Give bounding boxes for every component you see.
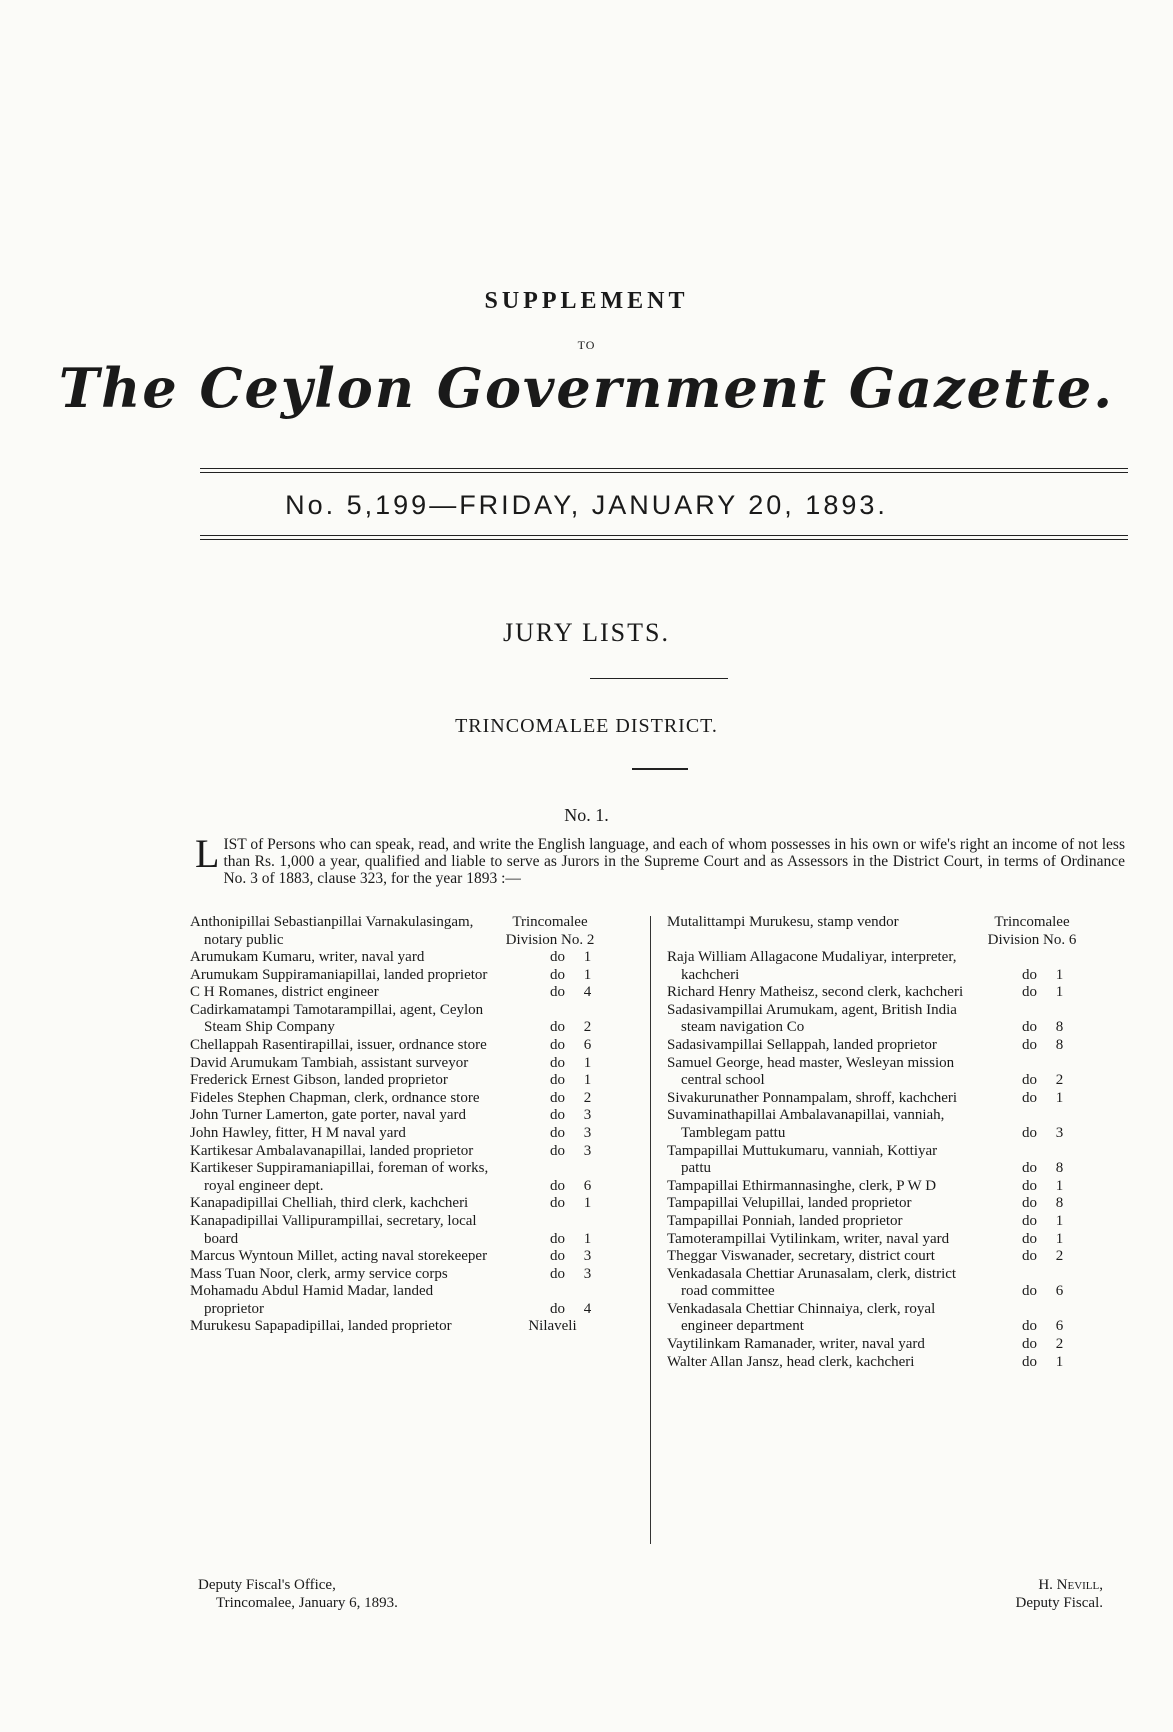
- list-item: [190, 1213, 630, 1248]
- division-number: 3: [583, 1265, 592, 1282]
- juror-name: Tampapillai Ethirmannasinghe, clerk, P W D: [667, 1177, 937, 1194]
- division-number: 1: [1055, 1089, 1064, 1106]
- juror-name: Sadasivampillai Sellappah, landed proprietor: [667, 1036, 937, 1053]
- column-head: [667, 914, 1107, 949]
- juror-name: Kanapadipillai Vallipurampillai, secretary, local board: [190, 1212, 477, 1247]
- division-number: 8: [1055, 1019, 1064, 1036]
- place-heading: [972, 914, 1092, 949]
- division-cell: [967, 1336, 1107, 1354]
- list-item: [667, 1002, 1107, 1037]
- division-cell: [967, 967, 1107, 985]
- jury-column-right: [667, 914, 1107, 1371]
- list-item: [667, 1090, 1107, 1108]
- division-number: 1: [583, 949, 592, 965]
- header-rule-bottom: [200, 535, 1128, 536]
- ditto-mark: do: [550, 1107, 565, 1124]
- division-cell: [967, 1178, 1107, 1196]
- juror-name: Vaytilinkam Ramanader, writer, naval yard: [667, 1336, 925, 1353]
- division-number: Division No. 6: [987, 931, 1077, 948]
- division-number: 1: [583, 1072, 592, 1089]
- list-item: [190, 1072, 630, 1090]
- division-number: 1: [1055, 1353, 1064, 1370]
- ditto-mark: do: [1022, 1019, 1037, 1036]
- ditto-mark: do: [550, 1089, 565, 1106]
- division-cell: [967, 1125, 1107, 1143]
- header-rule-bottom-2: [200, 539, 1128, 540]
- jury-lists-title: JURY LISTS.: [503, 618, 670, 647]
- ditto-mark: do: [550, 949, 565, 965]
- division-number: 1: [1055, 1177, 1064, 1194]
- list-number: No. 1.: [564, 805, 609, 825]
- juror-name: Frederick Ernest Gibson, landed proprietor: [190, 1072, 448, 1089]
- division-number: 8: [1055, 1036, 1064, 1053]
- juror-name: C H Romanes, district engineer: [190, 984, 379, 1001]
- list-item: [667, 1266, 1107, 1301]
- ditto-mark: do: [1022, 1336, 1037, 1353]
- division-number: Division No. 2: [505, 931, 595, 948]
- juror-name: Venkadasala Chettiar Chinnaiya, clerk, royal engineer department: [667, 1300, 936, 1335]
- division-number: 3: [1055, 1124, 1064, 1141]
- ditto-mark: do: [1022, 966, 1037, 983]
- division-number: 2: [583, 1089, 592, 1106]
- ditto-mark: do: [1022, 1160, 1037, 1177]
- list-item: [667, 1354, 1107, 1372]
- place-name: Trincomalee: [994, 914, 1070, 930]
- list-item: [667, 1178, 1107, 1196]
- ditto-mark: do: [550, 1072, 565, 1089]
- division-number: 3: [583, 1142, 592, 1159]
- juror-name: David Arumukam Tambiah, assistant surveyor: [190, 1054, 469, 1071]
- division-number: 1: [583, 1054, 592, 1071]
- office-name: Deputy Fiscal's Office,: [198, 1577, 336, 1593]
- juror-list: [667, 949, 1107, 1371]
- ditto-mark: do: [1022, 1177, 1037, 1194]
- juror-name: Kartikeser Suppiramaniapillai, foreman of works, royal engineer dept.: [190, 1160, 489, 1194]
- division-cell: [495, 984, 630, 1002]
- juror-name: Anthonipillai Sebastianpillai Varnakulasingam, notary public: [190, 914, 474, 948]
- division-cell: [967, 1037, 1107, 1055]
- list-item: [190, 1143, 630, 1161]
- header-rule-top: [200, 468, 1128, 469]
- division-cell: [967, 1160, 1107, 1178]
- ditto-mark: do: [550, 1265, 565, 1282]
- ditto-mark: do: [550, 1124, 565, 1141]
- juror-name: John Hawley, fitter, H M naval yard: [190, 1124, 406, 1141]
- juror-name: Arumukam Suppiramaniapillai, landed proprietor: [190, 966, 488, 983]
- division-cell: [495, 1037, 630, 1055]
- division-cell: [967, 1195, 1107, 1213]
- division-number: 8: [1055, 1160, 1064, 1177]
- division-cell: [967, 1354, 1107, 1372]
- list-item: [667, 1213, 1107, 1231]
- ditto-mark: do: [1022, 1353, 1037, 1370]
- division-number: 2: [1055, 1072, 1064, 1089]
- ditto-mark: do: [1022, 1124, 1037, 1141]
- division-cell: [495, 1072, 630, 1090]
- juror-list: [190, 949, 630, 1336]
- ditto-mark: do: [550, 1054, 565, 1071]
- division-number: 6: [1055, 1318, 1064, 1335]
- list-item: [190, 1090, 630, 1108]
- division-number: 1: [1055, 984, 1064, 1001]
- division-number: 6: [583, 1036, 592, 1053]
- division-cell: [495, 1090, 630, 1108]
- division-cell: [495, 1266, 630, 1284]
- division-cell: [967, 1248, 1107, 1266]
- division-cell: [495, 949, 630, 967]
- district-divider: [632, 768, 688, 770]
- ditto-mark: do: [550, 1300, 565, 1317]
- list-item: [190, 1318, 630, 1336]
- division-number: 8: [1055, 1195, 1064, 1212]
- ditto-mark: do: [550, 1195, 565, 1212]
- list-item: [190, 1002, 630, 1037]
- division-number: 1: [1055, 1212, 1064, 1229]
- ditto-mark: do: [1022, 1212, 1037, 1229]
- juror-name: Fideles Stephen Chapman, clerk, ordnance store: [190, 1089, 480, 1106]
- ditto-mark: do: [1022, 1318, 1037, 1335]
- list-item: [190, 1283, 630, 1318]
- division-cell: [967, 1072, 1107, 1090]
- office-place-date: Trincomalee, January 6, 1893.: [216, 1595, 398, 1611]
- list-item: [190, 1037, 630, 1055]
- juror-name: Walter Allan Jansz, head clerk, kachcheri: [667, 1353, 915, 1370]
- list-item: [667, 1143, 1107, 1178]
- juror-name: Chellappah Rasentirapillai, issuer, ordnance store: [190, 1036, 487, 1053]
- division-number: 6: [583, 1177, 592, 1194]
- ditto-mark: do: [550, 1036, 565, 1053]
- ditto-mark: do: [550, 1230, 565, 1247]
- juror-name: Mutalittampi Murukesu, stamp vendor: [667, 914, 899, 930]
- intro-paragraph: [195, 831, 1125, 887]
- division-cell: [495, 1318, 630, 1336]
- division-number: 2: [583, 1019, 592, 1036]
- division-cell: [495, 1178, 630, 1196]
- list-item: [190, 949, 630, 967]
- list-item: [667, 1336, 1107, 1354]
- juror-name: Kartikesar Ambalavanapillai, landed proprietor: [190, 1142, 474, 1159]
- division-cell: [967, 984, 1107, 1002]
- list-item: [667, 1195, 1107, 1213]
- place-name: Nilaveli: [528, 1318, 577, 1335]
- intro-text: IST of Persons who can speak, read, and write the English language, and each of whom possesses in his own or wife's right an income of not less than Rs. 1,000 a year, qualified and liable to serve as Jurors in the Supreme Court and as Assessors in the District Court, in terms of Ordinance No. 3 of 1883, clause 323, for the year 1893 :—: [223, 836, 1125, 887]
- juror-name: Tampapillai Velupillai, landed proprietor: [667, 1195, 912, 1212]
- division-number: 1: [583, 1230, 592, 1247]
- title-divider: [590, 678, 728, 679]
- division-cell: [495, 967, 630, 985]
- juror-name: Murukesu Sapapadipillai, landed proprietor: [190, 1318, 452, 1335]
- jury-column-left: [190, 914, 630, 1336]
- list-item: [667, 1301, 1107, 1336]
- ditto-mark: do: [550, 984, 565, 1001]
- signatory-title: Deputy Fiscal.: [1015, 1595, 1103, 1611]
- division-cell: [495, 1107, 630, 1125]
- list-item: [190, 1266, 630, 1284]
- division-cell: [967, 1283, 1107, 1301]
- division-cell: [495, 1301, 630, 1319]
- ditto-mark: do: [550, 1248, 565, 1265]
- office-dateline: [198, 1576, 398, 1612]
- list-item: [667, 949, 1107, 984]
- place-name: Trincomalee: [512, 914, 588, 930]
- ditto-mark: do: [1022, 984, 1037, 1001]
- ditto-mark: do: [1022, 1283, 1037, 1300]
- list-item: [667, 1107, 1107, 1142]
- juror-name: Richard Henry Matheisz, second clerk, kachcheri: [667, 984, 964, 1001]
- list-item: [190, 1195, 630, 1213]
- signatory-name: H. Nevill,: [1038, 1577, 1103, 1593]
- ditto-mark: do: [1022, 1230, 1037, 1247]
- juror-name: Samuel George, head master, Wesleyan mission central school: [667, 1054, 955, 1089]
- division-cell: [495, 1143, 630, 1161]
- list-item: [667, 1037, 1107, 1055]
- list-item: [190, 1055, 630, 1073]
- ditto-mark: do: [550, 1177, 565, 1194]
- division-number: 3: [583, 1124, 592, 1141]
- place-heading: [490, 914, 610, 949]
- juror-name: Mohamadu Abdul Hamid Madar, landed proprietor: [190, 1283, 434, 1317]
- juror-name: Theggar Viswanader, secretary, district court: [667, 1248, 935, 1265]
- ditto-mark: do: [550, 1019, 565, 1036]
- juror-name: Kanapadipillai Chelliah, third clerk, kachcheri: [190, 1195, 469, 1212]
- division-cell: [967, 1213, 1107, 1231]
- ditto-mark: do: [1022, 1072, 1037, 1089]
- list-item: [667, 1248, 1107, 1266]
- division-number: 4: [583, 984, 592, 1001]
- division-number: 1: [583, 1195, 592, 1212]
- division-number: 3: [583, 1248, 592, 1265]
- division-number: 6: [1055, 1283, 1064, 1300]
- column-head: [190, 914, 630, 949]
- division-cell: [495, 1248, 630, 1266]
- juror-name: Cadirkamatampi Tamotarampillai, agent, Ceylon Steam Ship Company: [190, 1001, 484, 1036]
- ditto-mark: do: [550, 966, 565, 983]
- ditto-mark: do: [1022, 1248, 1037, 1265]
- division-cell: [967, 1090, 1107, 1108]
- list-item: [667, 1231, 1107, 1249]
- to-label: TO: [577, 338, 596, 352]
- list-item: [190, 1248, 630, 1266]
- juror-name: Suvaminathapillai Ambalavanapillai, vanniah, Tamblegam pattu: [667, 1107, 945, 1141]
- juror-name: Raja William Allagacone Mudaliyar, interpreter, kachcheri: [667, 949, 957, 983]
- division-number: 4: [583, 1300, 592, 1317]
- juror-name: Tampapillai Muttukumaru, vanniah, Kottiyar pattu: [667, 1142, 938, 1177]
- list-item: [190, 1125, 630, 1143]
- juror-name: Tampapillai Ponniah, landed proprietor: [667, 1212, 903, 1229]
- division-number: 2: [1055, 1248, 1064, 1265]
- juror-name: Sivakurunather Ponnampalam, shroff, kachcheri: [667, 1089, 958, 1106]
- list-item: [667, 984, 1107, 1002]
- division-cell: [967, 1019, 1107, 1037]
- juror-name: Venkadasala Chettiar Arunasalam, clerk, district road committee: [667, 1265, 957, 1300]
- list-item: [667, 1055, 1107, 1090]
- division-number: 3: [583, 1107, 592, 1124]
- division-cell: [495, 1195, 630, 1213]
- header-rule-top-2: [200, 472, 1128, 473]
- list-item: [190, 1160, 630, 1195]
- list-item: [190, 1107, 630, 1125]
- juror-name: John Turner Lamerton, gate porter, naval yard: [190, 1107, 466, 1124]
- ditto-mark: do: [1022, 1089, 1037, 1106]
- supplement-heading: SUPPLEMENT: [484, 288, 689, 314]
- division-cell: [967, 1231, 1107, 1249]
- juror-name: Arumukam Kumaru, writer, naval yard: [190, 949, 425, 965]
- list-item: [190, 984, 630, 1002]
- division-number: 1: [1055, 966, 1064, 983]
- division-cell: [495, 1125, 630, 1143]
- ditto-mark: do: [1022, 1036, 1037, 1053]
- division-cell: [495, 1231, 630, 1249]
- ditto-mark: do: [550, 1142, 565, 1159]
- juror-name: Marcus Wyntoun Millet, acting naval storekeeper: [190, 1248, 488, 1265]
- issue-line: No. 5,199—FRIDAY, JANUARY 20, 1893.: [285, 490, 888, 520]
- gazette-title: The Ceylon Government Gazette.: [58, 356, 1115, 420]
- signature-block: [1016, 1576, 1104, 1612]
- juror-name: Sadasivampillai Arumukam, agent, British India steam navigation Co: [667, 1001, 957, 1036]
- district-heading: TRINCOMALEE DISTRICT.: [455, 715, 718, 737]
- division-number: 1: [1055, 1230, 1064, 1247]
- column-divider: [650, 916, 651, 1544]
- list-item: [190, 967, 630, 985]
- drop-cap: L: [195, 831, 220, 876]
- ditto-mark: do: [1022, 1195, 1037, 1212]
- division-cell: [967, 1318, 1107, 1336]
- juror-name: Tamoterampillai Vytilinkam, writer, naval yard: [667, 1230, 950, 1247]
- division-cell: [495, 1055, 630, 1073]
- juror-name: Mass Tuan Noor, clerk, army service corps: [190, 1265, 448, 1282]
- division-cell: [495, 1019, 630, 1037]
- division-number: 1: [583, 966, 592, 983]
- division-number: 2: [1055, 1336, 1064, 1353]
